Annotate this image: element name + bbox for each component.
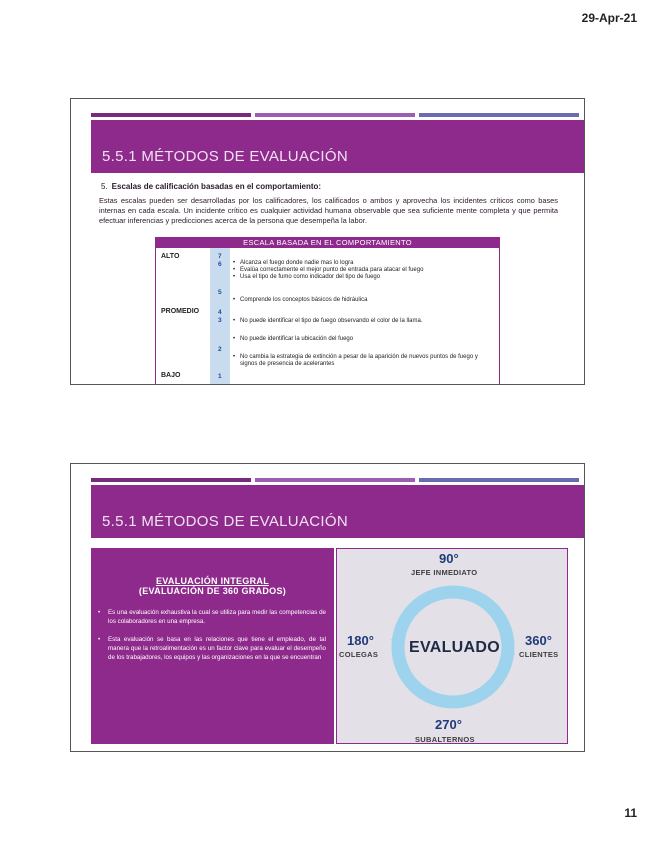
decor-stripes: [91, 478, 579, 482]
panel-title: EVALUACIÓN INTEGRAL: [155, 576, 270, 586]
slide-1: [70, 98, 585, 385]
behavior-bullet: • No puede identificar la ubicación del fuego: [240, 336, 495, 343]
scale-number: 5: [218, 289, 222, 296]
behavior-bullet: • No cambia la estrategia de extinción a pesar de la aparición de nuevos puntos de fuego y signos de presencia de acelerantes: [240, 354, 495, 368]
behavior-bullet: • Usa el tipo de fumo como indicador del tipo de fuego: [240, 274, 495, 281]
decor-stripes: [91, 113, 579, 117]
heading-number: 5.: [101, 182, 108, 191]
behavior-bullet: • Alcanza el fuego donde nadie mas lo logra: [240, 260, 495, 267]
behavior-scale-table: [155, 237, 500, 385]
scale-number: 6: [218, 261, 222, 268]
label-colegas: COLEGAS: [339, 650, 379, 659]
center-evaluado: EVALUADO: [409, 639, 500, 656]
scale-number: 4: [218, 309, 222, 316]
heading-text: Escalas de calificación basadas en el comportamiento:: [111, 182, 322, 191]
evaluation-360-diagram: [336, 548, 568, 744]
scale-number: 1: [218, 373, 222, 380]
page-date: 29-Apr-21: [581, 11, 637, 25]
degree-180: 180°: [347, 633, 374, 648]
scale-number: 2: [218, 346, 222, 353]
section-paragraph: Estas escalas pueden ser desarrolladas por los calificadores, los calificados o ambos y aprovecha los incidentes críticos como bases internas en cada escala. Un incidente crítico es cualquier actividad humana observable que sea suficiente mente completa y que permita efectuar inferencias y predicciones acerca de la persona que desempeña la labor.: [99, 196, 558, 225]
level-alto: ALTO: [161, 253, 180, 260]
label-subalternos: SUBALTERNOS: [415, 735, 475, 744]
behavior-bullet: • Comprende los conceptos básicos de hidráulica: [240, 297, 495, 304]
title-band: [91, 120, 584, 173]
slide-title: 5.5.1 MÉTODOS DE EVALUACIÓN: [102, 513, 348, 530]
scale-number: 3: [218, 317, 222, 324]
label-jefe-inmediato: JEFE INMEDIATO: [411, 568, 478, 577]
degree-360: 360°: [525, 633, 552, 648]
slide-2: [70, 463, 585, 752]
evaluation-panel: [91, 548, 334, 744]
section-heading: [101, 182, 321, 191]
scale-number: 7: [218, 253, 222, 260]
degree-90: 90°: [439, 551, 459, 566]
behavior-bullet: • Evalúa correctamente el mejor punto de entrada para atacar el fuego: [240, 267, 495, 274]
level-bajo: BAJO: [161, 372, 181, 379]
label-clientes: CLIENTES: [519, 650, 559, 659]
table-header: ESCALA BASADA EN EL COMPORTAMIENTO: [156, 238, 499, 248]
panel-subtitle: (EVALUACIÓN DE 360 GRADOS): [138, 586, 287, 596]
level-promedio: PROMEDIO: [161, 308, 200, 315]
title-band: [91, 485, 584, 538]
panel-bullet: • Es una evaluación exhaustiva la cual se utiliza para medir las competencias de los colaboradores en una empresa.: [108, 608, 326, 626]
degree-270: 270°: [435, 717, 462, 732]
panel-bullet: • Esta evaluación se basa en las relaciones que tiene el empleado, de tal manera que la retroalimentación es un factor clave para evaluar el desempeño de los trabajadores, los equipos y las organizaciones en la que se encuentran: [108, 635, 326, 662]
behavior-bullet: • No puede identificar el tipo de fuego observando el color de la llama.: [240, 318, 495, 325]
slide-title: 5.5.1 MÉTODOS DE EVALUACIÓN: [102, 148, 348, 165]
page-number: 11: [624, 806, 637, 820]
